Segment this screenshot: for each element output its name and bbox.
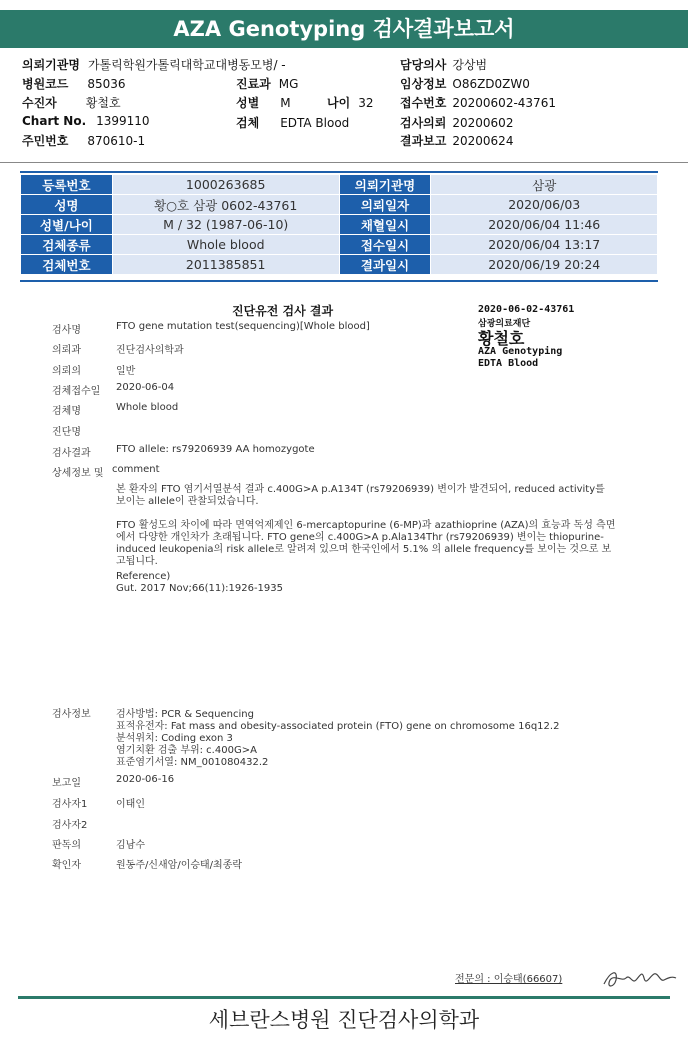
- table-row: [21, 175, 658, 195]
- header-doctor: 담당의사 강상범: [400, 58, 488, 72]
- stamp-specimen: EDTA Blood: [478, 358, 539, 369]
- result-title: 진단유전 검사 결과: [232, 304, 334, 318]
- footer-department: 세브란스병원 진단검사의학과: [208, 1008, 480, 1032]
- stamp-test: AZA Genotyping: [478, 346, 563, 357]
- info-key: 검체종류: [21, 235, 113, 255]
- confirmer-value: 원동주/신새암/이승태/최종락: [116, 860, 243, 871]
- comment-paragraph-1: 본 환자의 FTO 염기서열분석 결과 c.400G>A p.A134T (rs79206939) 변이가 발견되어, reduced activity를 보이는 allele이 관찰되었습니다.: [116, 484, 605, 507]
- info-value: M / 32 (1987-06-10): [112, 215, 339, 235]
- header-request: 검사의뢰 20200602: [400, 116, 514, 130]
- detail-comment: comment: [112, 464, 160, 475]
- info-key: 의뢰일자: [339, 195, 431, 215]
- table-row: [21, 255, 658, 275]
- info-key: 검체번호: [21, 255, 113, 275]
- info-key: 등록번호: [21, 175, 113, 195]
- header-age: 나이 32: [327, 96, 374, 110]
- info-key: 성명: [21, 195, 113, 215]
- reference-title: Reference): [116, 571, 171, 582]
- result-value: FTO allele: rs79206939 AA homozygote: [116, 444, 315, 455]
- table-row: [21, 195, 658, 215]
- header-sex: 성별 M: [236, 96, 291, 110]
- receipt-date-label: 검체접수일: [52, 386, 101, 397]
- patient-info-table: [20, 174, 658, 275]
- reference-citation: Gut. 2017 Nov;66(11):1926-1935: [116, 583, 284, 594]
- header-hospital-code: 병원코드 85036: [22, 77, 126, 91]
- info-value: 2020/06/19 20:24: [431, 255, 658, 275]
- dept-value: 진단검사의학과: [116, 345, 184, 356]
- info-value: 삼광: [431, 175, 658, 195]
- receipt-date-value: 2020-06-04: [116, 382, 175, 393]
- table-row: [21, 235, 658, 255]
- test-name-label: 검사명: [52, 325, 81, 336]
- confirmer-label: 확인자: [52, 860, 81, 871]
- info-key: 성별/나이: [21, 215, 113, 235]
- doctor-label: 의뢰의: [52, 366, 81, 377]
- method-line-5: 표준염기서열: NM_001080432.2: [116, 757, 269, 768]
- info-key: 결과일시: [339, 255, 431, 275]
- judge-value: 김남수: [116, 840, 145, 851]
- header-patient: 수진자 황철호: [22, 96, 121, 110]
- header-divider: [0, 162, 688, 163]
- header-clinical: 임상정보 O86ZD0ZW0: [400, 77, 530, 91]
- header-specimen: 검체 EDTA Blood: [236, 116, 350, 130]
- examiner2-label: 검사자2: [52, 820, 88, 831]
- info-value: 2020/06/04 13:17: [431, 235, 658, 255]
- info-value: 2011385851: [112, 255, 339, 275]
- header-resident-no: 주민번호 870610-1: [22, 134, 146, 148]
- report-date-value: 2020-06-16: [116, 774, 175, 785]
- info-value: Whole blood: [112, 235, 339, 255]
- method-line-4: 염기치환 검출 부위: c.400G>A: [116, 745, 257, 756]
- info-value: 황○호 삼광 0602-43761: [112, 195, 339, 215]
- info-key: 접수일시: [339, 235, 431, 255]
- examiner1-value: 이태인: [116, 799, 145, 810]
- table-row: [21, 215, 658, 235]
- stamp-receipt: 2020-06-02-43761: [478, 304, 575, 315]
- header-report: 결과보고 20200624: [400, 134, 514, 148]
- method-line-2: 표적유전자: Fat mass and obesity-associated protein (FTO) gene on chromosome 16q12.2: [116, 721, 560, 732]
- header-dept: 진료과 MG: [236, 77, 299, 91]
- header-chart-no: Chart No. 1399110: [22, 114, 150, 128]
- method-line-3: 분석위치: Coding exon 3: [116, 733, 233, 744]
- signature-label: 전문의 : 이승태(66607): [455, 974, 563, 985]
- table-bottom-border: [20, 280, 658, 282]
- test-name-value: FTO gene mutation test(sequencing)[Whole blood]: [116, 321, 370, 332]
- judge-label: 판독의: [52, 840, 81, 851]
- footer-divider: [18, 996, 670, 999]
- detail-label: 상세정보 및: [52, 468, 104, 479]
- report-date-label: 보고일: [52, 778, 81, 789]
- dept-label: 의뢰과: [52, 345, 81, 356]
- info-value: 2020/06/04 11:46: [431, 215, 658, 235]
- info-key: 의뢰기관명: [339, 175, 431, 195]
- examiner1-label: 검사자1: [52, 799, 88, 810]
- specimen-label: 검체명: [52, 406, 81, 417]
- doctor-value: 일반: [116, 366, 136, 377]
- info-value: 1000263685: [112, 175, 339, 195]
- method-line-1: 검사방법: PCR & Sequencing: [116, 709, 254, 720]
- info-value: 2020/06/03: [431, 195, 658, 215]
- result-label: 검사결과: [52, 448, 91, 459]
- stamp-patient: 황철호: [478, 329, 525, 348]
- stamp-org: 삼광의료재단: [478, 319, 531, 329]
- header-referral-org: 의뢰기관명 가톨릭학원가톨릭대학교대병동모병/ -: [22, 58, 286, 72]
- info-key: 채혈일시: [339, 215, 431, 235]
- comment-paragraph-2: FTO 활성도의 차이에 따라 면역억제제인 6-mercaptopurine (6-MP)과 azathioprine (AZA)의 효능과 독성 측면에서 다양한 개인차가 초래됩니다. FTO gene의 c.400G>A p.Ala134Thr (rs79206939) 변이는 thiopurine-induced leukopenia의 risk allele로 알려져 있으며 한국인에서 5.1% 의 allele frequency를 보이는 것으로 보고됩니다.: [116, 520, 616, 567]
- table-top-border: [20, 171, 658, 173]
- specimen-value: Whole blood: [116, 402, 179, 413]
- report-title: AZA Genotyping 검사결과보고서: [0, 10, 688, 48]
- signature-icon: [600, 962, 680, 992]
- diagnosis-label: 진단명: [52, 427, 81, 438]
- header-receipt: 접수번호 20200602-43761: [400, 96, 556, 110]
- method-label: 검사정보: [52, 709, 91, 720]
